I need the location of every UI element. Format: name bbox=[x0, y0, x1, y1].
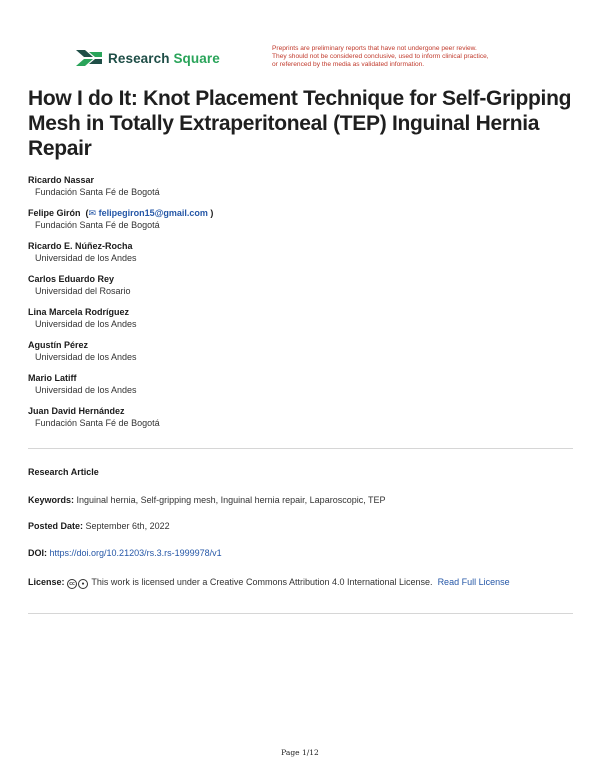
page-number: Page 1/12 bbox=[281, 748, 319, 757]
author-affiliation: Universidad de los Andes bbox=[35, 319, 137, 329]
preprint-disclaimer bbox=[272, 45, 572, 69]
author-entry bbox=[28, 405, 568, 438]
disclaimer-line: Preprints are preliminary reports that have not undergone peer review. bbox=[272, 45, 477, 52]
posted-date bbox=[28, 519, 576, 533]
doi bbox=[28, 546, 576, 560]
disclaimer-line: or referenced by the media as validated information. bbox=[272, 61, 425, 68]
read-full-license-link[interactable]: Read Full License bbox=[437, 577, 510, 587]
author-name: Juan David Hernández bbox=[28, 406, 125, 416]
doi-link[interactable]: https://doi.org/10.21203/rs.3.rs-1999978/v1 bbox=[49, 548, 222, 558]
license-label: License: bbox=[28, 577, 65, 587]
keywords-label: Keywords: bbox=[28, 495, 75, 505]
posted-date-value: September 6th, 2022 bbox=[85, 521, 170, 531]
posted-date-label: Posted Date: bbox=[28, 521, 84, 531]
author-name: Mario Latiff bbox=[28, 373, 77, 383]
author-email-link[interactable]: felipegiron15@gmail.com bbox=[98, 208, 208, 218]
author-name: Felipe Girón (✉ felipegiron15@gmail.com ) bbox=[28, 208, 214, 218]
author-entry bbox=[28, 372, 568, 405]
author-entry bbox=[28, 240, 568, 273]
author-name: Ricardo Nassar bbox=[28, 175, 95, 185]
page-header bbox=[0, 0, 600, 80]
author-list bbox=[28, 174, 568, 438]
license-text: This work is licensed under a Creative Commons Attribution 4.0 International License. bbox=[91, 577, 433, 587]
author-affiliation: Fundación Santa Fé de Bogotá bbox=[35, 418, 160, 428]
author-affiliation: Fundación Santa Fé de Bogotá bbox=[35, 220, 160, 230]
author-name: Ricardo E. Núñez-Rocha bbox=[28, 241, 133, 251]
author-name: Agustín Pérez bbox=[28, 340, 89, 350]
author-name: Lina Marcela Rodríguez bbox=[28, 307, 130, 317]
author-entry bbox=[28, 273, 568, 306]
author-affiliation: Universidad de los Andes bbox=[35, 253, 137, 263]
author-entry bbox=[28, 207, 568, 240]
author-affiliation: Universidad de los Andes bbox=[35, 385, 137, 395]
license bbox=[28, 575, 576, 589]
author-affiliation: Universidad de los Andes bbox=[35, 352, 137, 362]
envelope-icon: ✉ bbox=[88, 208, 97, 218]
research-square-logo[interactable] bbox=[76, 48, 220, 68]
article-type: Research Article bbox=[28, 467, 99, 477]
author-affiliation: Fundación Santa Fé de Bogotá bbox=[35, 187, 160, 197]
paper-title: How I do It: Knot Placement Technique for Self-Gripping Mesh in Totally Extraperitoneal (TEP) Inguinal Hernia Repair bbox=[28, 87, 572, 160]
keywords bbox=[28, 493, 576, 507]
author-entry bbox=[28, 306, 568, 339]
divider bbox=[28, 448, 573, 449]
attribution-icon: ● bbox=[78, 579, 88, 589]
keywords-value: Inguinal hernia, Self-gripping mesh, Inguinal hernia repair, Laparoscopic, TEP bbox=[76, 495, 386, 505]
logo-wordmark: Research Square bbox=[108, 50, 220, 66]
author-entry bbox=[28, 339, 568, 372]
author-affiliation: Universidad del Rosario bbox=[35, 286, 131, 296]
research-square-logo-icon bbox=[76, 48, 102, 68]
disclaimer-line: They should not be considered conclusive, used to inform clinical practice, bbox=[272, 53, 489, 60]
author-entry bbox=[28, 174, 568, 207]
author-name: Carlos Eduardo Rey bbox=[28, 274, 115, 284]
creative-commons-icon: cc bbox=[67, 579, 77, 589]
doi-label: DOI: bbox=[28, 548, 47, 558]
divider bbox=[28, 613, 573, 614]
